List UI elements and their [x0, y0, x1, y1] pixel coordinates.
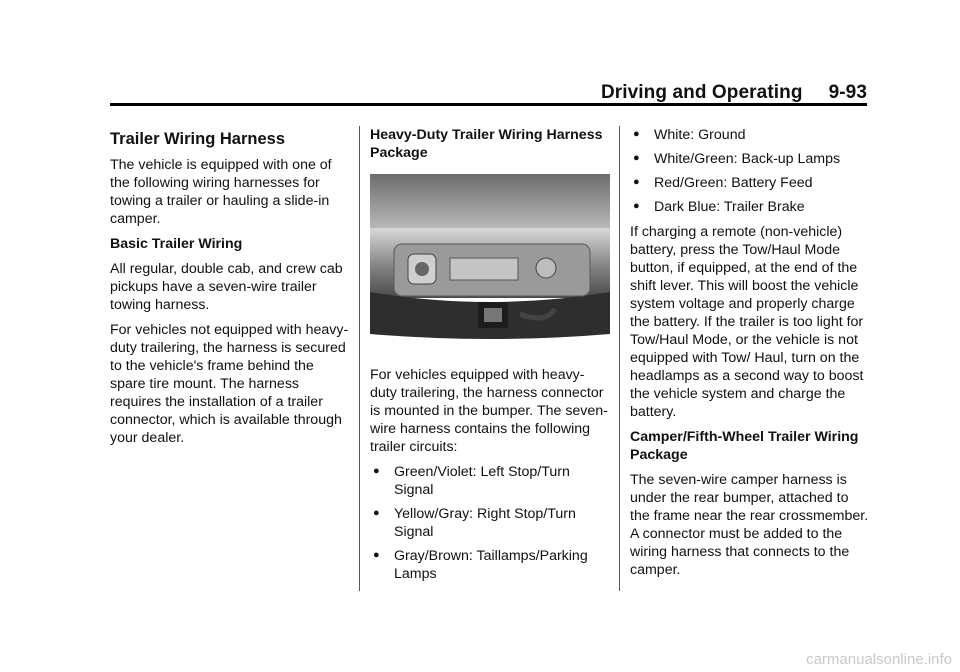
- column-1: [110, 126, 350, 454]
- list-item: ● Red/Green: Battery Feed: [633, 175, 813, 191]
- circuit-list-continued: [630, 126, 870, 216]
- header-rule: [110, 103, 867, 106]
- column-divider: [359, 126, 360, 591]
- charging-paragraph: If charging a remote (non-vehicle) battery, press the Tow/Haul Mode button, if equipped, at the end of the shift lever. This will boost the vehicle system voltage and properly charge the battery. If the trailer is too light for Tow/Haul Mode, or the vehicle is not equipped with Tow/ Haul, turn on the headlamps as a second way to boost the vehicle system and charge the battery.: [630, 224, 864, 420]
- bullet-icon: ●: [373, 465, 380, 477]
- bullet-icon: ●: [373, 549, 380, 561]
- basic-paragraph-2: For vehicles not equipped with heavy-duty trailering, the harness is secured to the vehicle's frame behind the spare tire mount. The harness requires the installation of a trailer connector, which is available through your dealer.: [110, 322, 349, 446]
- list-item: ● Dark Blue: Trailer Brake: [633, 199, 805, 215]
- subheading-heavy-duty: Heavy-Duty Trailer Wiring Harness Package: [370, 127, 603, 161]
- list-item: ● White/Green: Back-up Lamps: [633, 151, 841, 167]
- column-3: [630, 126, 870, 586]
- bullet-icon: ●: [633, 176, 640, 188]
- section-title: Driving and Operating: [600, 82, 803, 103]
- subheading-basic: Basic Trailer Wiring: [110, 236, 243, 252]
- section-heading: Trailer Wiring Harness: [110, 130, 285, 148]
- heavy-duty-paragraph: For vehicles equipped with heavy-duty trailering, the harness connector is mounted in the bumper. The seven-wire harness contains the following trailer circuits:: [370, 367, 608, 455]
- page-header: [110, 82, 867, 104]
- bullet-icon: ●: [633, 128, 640, 140]
- page-number: 9-93: [828, 82, 867, 103]
- list-item: ● Yellow/Gray: Right Stop/Turn Signal: [373, 506, 576, 540]
- list-item: ● Green/Violet: Left Stop/Turn Signal: [373, 464, 570, 498]
- bullet-icon: ●: [373, 507, 380, 519]
- watermark: carmanualsonline.info: [806, 651, 952, 668]
- column-divider: [619, 126, 620, 591]
- intro-paragraph: The vehicle is equipped with one of the following wiring harnesses for towing a trailer or hauling a slide-in camper.: [110, 157, 332, 227]
- bullet-icon: ●: [633, 200, 640, 212]
- column-2: [370, 126, 610, 590]
- bumper-connector-photo: [370, 174, 610, 354]
- list-item: ● White: Ground: [633, 127, 746, 143]
- subheading-camper: Camper/Fifth-Wheel Trailer Wiring Package: [630, 429, 859, 463]
- camper-paragraph: The seven-wire camper harness is under the rear bumper, attached to the frame near the rear crossmember. A connector must be added to the wiring harness that connects to the camper.: [630, 472, 869, 578]
- circuit-list: [370, 463, 610, 583]
- basic-paragraph-1: All regular, double cab, and crew cab pickups have a seven-wire trailer towing harness.: [110, 261, 343, 313]
- list-item: ● Gray/Brown: Taillamps/Parking Lamps: [373, 548, 588, 582]
- bullet-icon: ●: [633, 152, 640, 164]
